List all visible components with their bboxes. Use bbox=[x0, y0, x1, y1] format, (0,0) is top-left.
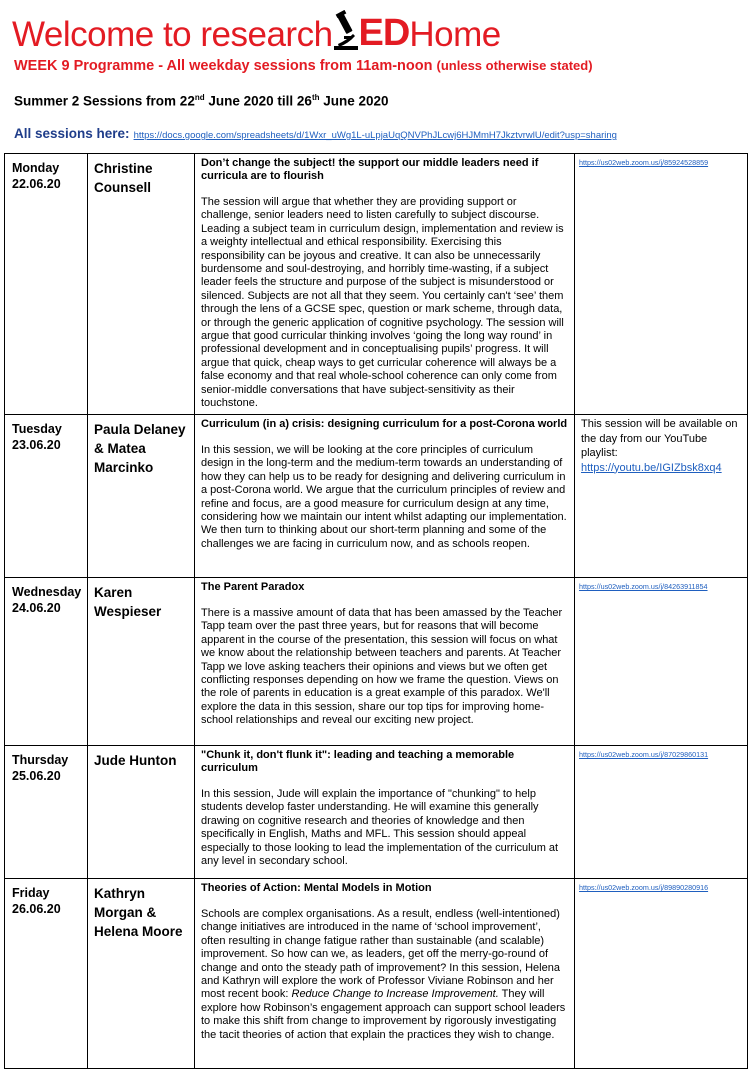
day-name: Thursday bbox=[12, 753, 69, 767]
speaker-cell bbox=[88, 154, 195, 415]
summer-text-b: June 2020 till 26 bbox=[208, 93, 312, 109]
table-row bbox=[5, 746, 748, 879]
summer-sup-2: th bbox=[311, 93, 320, 102]
title-welcome: Welcome to research bbox=[12, 15, 333, 54]
link-cell bbox=[575, 154, 748, 415]
session-title: The Parent Paradox bbox=[201, 581, 305, 593]
schedule-table bbox=[4, 153, 748, 1069]
day-cell bbox=[5, 746, 88, 879]
table-row bbox=[5, 578, 748, 746]
session-description-part: They will explore how Robinson’s engagement approach can support school leaders to make this shift from change to improvement by rigorously investigating the tacit theories of action that explain the practices they wish to change. bbox=[201, 988, 566, 1041]
day-name: Friday bbox=[12, 886, 50, 900]
day-date: 22.06.20 bbox=[12, 177, 61, 191]
speaker-name: Christine Counsell bbox=[94, 161, 153, 195]
session-cell bbox=[195, 154, 575, 415]
session-title: "Chunk it, don't flunk it": leading and teaching a memorable curriculum bbox=[201, 749, 515, 774]
summer-text-a: Summer 2 Sessions from 22 bbox=[14, 93, 195, 109]
day-cell bbox=[5, 578, 88, 746]
session-cell bbox=[195, 746, 575, 879]
session-description: The session will argue that whether they are providing support or challenge, senior leaders need to listen carefully to subject discourse. Leading a subject team in curriculum design, implementation and review is a weighty intellectual and ethical responsibility. Exercising this responsibility can be joyous and creative. It can also be unnecessarily burdensome and soul-destroying, and horribly time-wasting, if a subject leader feels the structure and purpose of the subject is misunderstood or silenced. Subjects are not all that they seem. You certainly can't ‘see’ them through the lens of a GCSE spec, question or mark scheme, through data, or through the generic application of cognitive psychology. The session will argue that good curricular thinking involves ‘going the long way round’ in professional development and in conceptualising pupils’ progress. It will argue that quick, cheap ways to get curricular coherence will always be a false economy and that real whole-school coherence can only come from senior-middle conversations that have subject-sensitivity as their touchstone. bbox=[201, 196, 564, 410]
youtube-note bbox=[575, 415, 747, 475]
speaker-cell bbox=[88, 879, 195, 1069]
week-heading bbox=[14, 58, 593, 74]
all-sessions-label: All sessions here: bbox=[14, 126, 130, 141]
week-note: (unless otherwise stated) bbox=[436, 58, 593, 73]
session-cell bbox=[195, 879, 575, 1069]
session-cell bbox=[195, 578, 575, 746]
speaker-name: Jude Hunton bbox=[94, 753, 177, 768]
link-cell bbox=[575, 578, 748, 746]
zoom-link[interactable]: https://us02web.zoom.us/j/89890280916 bbox=[579, 883, 709, 892]
speaker-name: Paula Delaney & Matea Marcinko bbox=[94, 422, 186, 475]
session-description: In this session, Jude will explain the importance of "chunking" to help students develop faster understanding. He will examine this generally drawing on cognitive research and theories of knowledge and then specifically in English, Maths and MFL. This session should appeal especially to those looking to lead the implementation of the curriculum at any level in secondary school. bbox=[201, 788, 559, 868]
session-cell bbox=[195, 415, 575, 578]
title-home: Home bbox=[409, 15, 501, 54]
zoom-link[interactable]: https://us02web.zoom.us/j/87029860131 bbox=[579, 750, 709, 759]
day-cell bbox=[5, 415, 88, 578]
session-description bbox=[195, 895, 574, 1042]
day-cell bbox=[5, 154, 88, 415]
summer-dates bbox=[14, 93, 389, 109]
zoom-link[interactable]: https://us02web.zoom.us/j/84263911854 bbox=[579, 582, 708, 591]
zoom-link[interactable]: https://us02web.zoom.us/j/85924528859 bbox=[579, 158, 709, 167]
page-title bbox=[12, 2, 501, 52]
day-name: Monday bbox=[12, 161, 60, 175]
microscope-icon bbox=[333, 10, 359, 50]
all-sessions-link[interactable]: https://docs.google.com/spreadsheets/d/1Wxr_uWg1L-uLpjaUqQNVPhJLcwj6HJMmH7JkztvrwlU/edit?usp=sharing bbox=[133, 130, 617, 141]
youtube-note-text: This session will be available on the day from our YouTube playlist: bbox=[581, 418, 738, 459]
day-date: 25.06.20 bbox=[12, 769, 61, 783]
day-date: 26.06.20 bbox=[12, 902, 61, 916]
table-row bbox=[5, 879, 748, 1069]
summer-sup-1: nd bbox=[194, 93, 205, 102]
day-date: 24.06.20 bbox=[12, 601, 61, 615]
title-ed: ED bbox=[358, 12, 410, 54]
speaker-cell bbox=[88, 746, 195, 879]
speaker-cell bbox=[88, 578, 195, 746]
link-cell bbox=[575, 746, 748, 879]
speaker-name: Karen Wespieser bbox=[94, 585, 162, 619]
book-title: Reduce Change to Increase Improvement. bbox=[291, 988, 499, 1001]
session-description: In this session, we will be looking at the core principles of curriculum design in the long-term and the medium-term towards an understanding of how they can help us to be ready for designing and delivering curriculum in a post-Corona world. We argue that the curriculum principles of review and refine and focus, are a good measure for curriculum design at any time, considering how we maintain our intent whilst adapting our implementation. We then turn to thinking about our short-term planning and some of the challenges we are facing in curriculum now, and as schools reopen. bbox=[201, 444, 567, 550]
youtube-link[interactable]: https://youtu.be/IGIZbsk8xq4 bbox=[581, 461, 722, 474]
table-row bbox=[5, 154, 748, 415]
day-date: 23.06.20 bbox=[12, 438, 61, 452]
speaker-name: Kathryn Morgan & Helena Moore bbox=[94, 886, 183, 939]
session-title: Curriculum (in a) crisis: designing curriculum for a post-Corona world bbox=[201, 418, 568, 430]
week-text: WEEK 9 Programme - All weekday sessions from 11am-noon bbox=[14, 58, 433, 74]
link-cell bbox=[575, 415, 748, 578]
speaker-cell bbox=[88, 415, 195, 578]
session-title: Theories of Action: Mental Models in Motion bbox=[201, 882, 432, 894]
day-name: Tuesday bbox=[12, 422, 62, 436]
day-cell bbox=[5, 879, 88, 1069]
day-name: Wednesday bbox=[12, 585, 82, 599]
session-description-part: Schools are complex organisations. As a result, endless (well-intentioned) change initiatives are introduced in the name of ‘school improvement’, often resulting in change fatigue rather than sustainable (and scalable) improvement. So how can we, as leaders, get off the merry-go-round of change and onto the steady path of improvement? In this session, Helena and Kathryn will explore the work of Professor Viviane Robinson and her most recent book: bbox=[201, 908, 560, 1001]
session-description: There is a massive amount of data that has been amassed by the Teacher Tapp team over the past three years, but for reasons that will become apparent in the course of the presentation, this session will focus on what we know about the relationship between teachers and parents. At Teacher Tapp we love asking teachers their opinions and views but we often get conflicting responses depending on how we frame the question. Views on the role of parents in education is a great example of this paradox. We'll explore the data in this session, share our top tips for improving home-school relationships and reveal our exciting new project. bbox=[201, 607, 563, 727]
session-title: Don’t change the subject! the support our middle leaders need if curricula are to flourish bbox=[201, 157, 539, 182]
table-row bbox=[5, 415, 748, 578]
summer-text-c: June 2020 bbox=[323, 93, 389, 109]
link-cell bbox=[575, 879, 748, 1069]
all-sessions bbox=[14, 126, 617, 141]
